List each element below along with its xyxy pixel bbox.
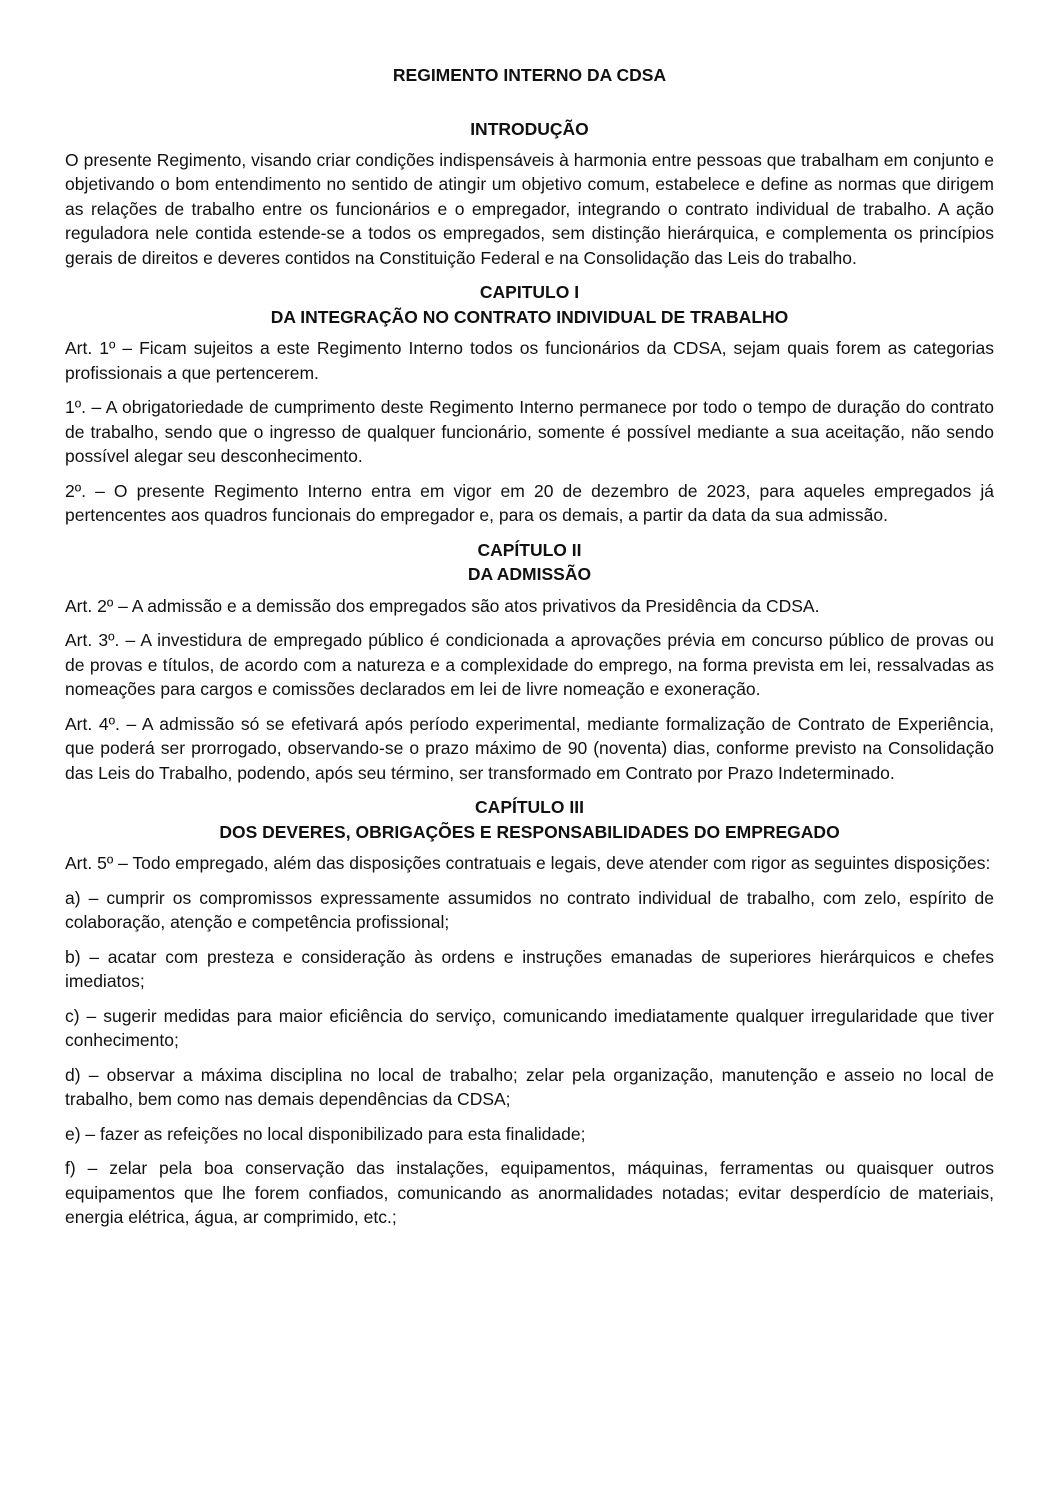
chapter-title: DA ADMISSÃO [467, 564, 592, 584]
chapter-title: DA INTEGRAÇÃO NO CONTRATO INDIVIDUAL DE TRABALHO [270, 306, 789, 327]
chapter-heading [65, 280, 994, 329]
list-item-a: a) – cumprir os compromissos expressamente assumidos no contrato individual de trabalho, com zelo, espírito de colaboração, atenção e competência profissional; [65, 887, 994, 932]
list-item-d: d) – observar a máxima disciplina no local de trabalho; zelar pela organização, manutenção e asseio no local de trabalho, bem como nas demais dependências da CDSA; [65, 1064, 994, 1109]
introduction-text: O presente Regimento, visando criar condições indispensáveis à harmonia entre pessoas que trabalham em conjunto e objetivando o bom entendimento no sentido de atingir um objetivo comum, estabelece e define as normas que dirigem as relações de trabalho entre os funcionários e o empregador, integrando o contrato individual de trabalho. A ação reguladora nele contida estende-se a todos os empregados, sem distinção hierárquica, e complementa os princípios gerais de direitos e deveres contidos na Constituição Federal e na Consolidação das Leis do trabalho. [65, 149, 994, 268]
chapter-3-section [65, 795, 994, 1230]
chapter-number: CAPÍTULO III [475, 797, 584, 817]
article-paragraph: Art. 1º – Ficam sujeitos a este Regimento Interno todos os funcionários da CDSA, sejam quais forem as categorias profissionais a que pertencerem. [65, 338, 994, 383]
introduction-section [65, 117, 994, 270]
chapter-number: CAPITULO I [479, 282, 580, 302]
chapter-2-section [65, 538, 994, 786]
chapter-title: DOS DEVERES, OBRIGAÇÕES E RESPONSABILIDADES DO EMPREGADO [219, 821, 840, 842]
document-page [65, 64, 994, 1240]
chapter-heading [65, 538, 994, 587]
article-paragraph: Art. 4º. – A admissão só se efetivará após período experimental, mediante formalização de Contrato de Experiência, que poderá ser prorrogado, observando-se o prazo máximo de 90 (noventa) dias, conforme previsto na Consolidação das Leis do Trabalho, podendo, após seu término, ser transformado em Contrato por Prazo Indeterminado. [65, 713, 994, 783]
chapter-1-section [65, 280, 994, 528]
article-paragraph: Art. 5º – Todo empregado, além das disposições contratuais e legais, deve atender com rigor as seguintes disposições: [65, 853, 991, 873]
list-item-f: f) – zelar pela boa conservação das instalações, equipamentos, máquinas, ferramentas ou quaisquer outros equipamentos que lhe forem confiados, comunicando as anormalidades notadas; evitar desperdício de materiais, energia elétrica, água, ar comprimido, etc.; [65, 1158, 994, 1227]
article-paragraph: 2º. – O presente Regimento Interno entra em vigor em 20 de dezembro de 2023, para aqueles empregados já pertencentes aos quadros funcionais do empregador e, para os demais, a partir da data da sua admissão. [65, 480, 994, 525]
document-title: REGIMENTO INTERNO DA CDSA [392, 65, 667, 85]
list-item-b: b) – acatar com presteza e consideração às ordens e instruções emanadas de superiores hierárquicos e chefes imediatos; [65, 946, 994, 991]
article-paragraph: Art. 2º – A admissão e a demissão dos empregados são atos privativos da Presidência da CDSA. [65, 595, 820, 616]
introduction-heading: INTRODUÇÃO [470, 119, 589, 139]
chapter-number: CAPÍTULO II [477, 539, 582, 560]
article-paragraph: Art. 3º. – A investidura de empregado público é condicionada a aprovações prévia em concurso público de provas ou de provas e títulos, de acordo com a natureza e a complexidade do emprego, na forma prevista em lei, ressalvadas as nomeações para cargos e comissões declarados em lei de livre nomeação e exoneração. [65, 630, 994, 699]
article-paragraph: 1º. – A obrigatoriedade de cumprimento deste Regimento Interno permanece por todo o tempo de duração do contrato de trabalho, sendo que o ingresso de qualquer funcionário, somente é possível mediante a sua aceitação, não sendo possível alegar seu desconhecimento. [65, 397, 994, 466]
list-item-c: c) – sugerir medidas para maior eficiência do serviço, comunicando imediatamente qualquer irregularidade que tiver conhecimento; [65, 1005, 994, 1050]
list-item-e: e) – fazer as refeições no local disponibilizado para esta finalidade; [65, 1123, 586, 1144]
chapter-heading [65, 795, 994, 844]
